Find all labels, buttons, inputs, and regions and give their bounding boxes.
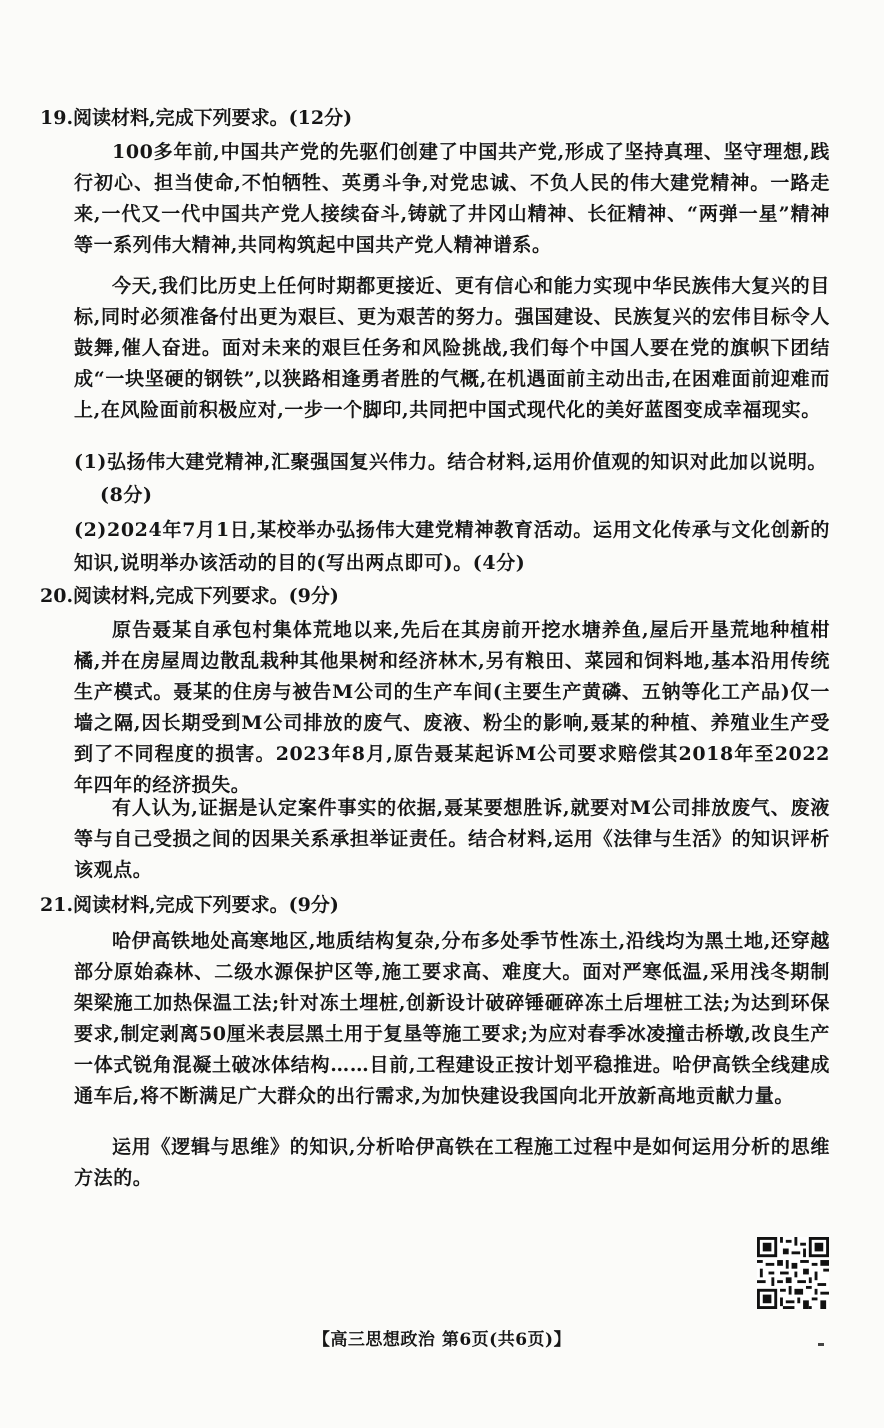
question-19-title: 19.阅读材料,完成下列要求。(12分): [40, 107, 353, 129]
question-21-material-1: 哈伊高铁地处高寒地区,地质结构复杂,分布多处季节性冻土,沿线均为黑土地,还穿越部分原始森林、二级水源保护区等,施工要求高、难度大。面对严寒低温,采用浅冬期制架梁施工加热保温工法;针对冻土埋桩,创新设计破碎锤砸碎冻土后埋桩工法;为达到环保要求,制定剥离50厘米表层黑土用于复垦等施工要求;为应对春季冰凌撞击桥墩,改良生产一体式锐角混凝土破冰体结构……目前,工程建设正按计划平稳推进。哈伊高铁全线建成通车后,将不断满足广大群众的出行需求,为加快建设我国向北开放新高地贡献力量。: [74, 930, 830, 1107]
question-19-sub-1: [74, 446, 830, 512]
question-19-sub-1-text: (1)弘扬伟大建党精神,汇聚强国复兴伟力。结合材料,运用价值观的知识对此加以说明。: [74, 451, 828, 473]
question-21-title: 21.阅读材料,完成下列要求。(9分): [40, 894, 339, 916]
question-19-material-1: 100多年前,中国共产党的先驱们创建了中国共产党,形成了坚持真理、坚守理想,践行初心、担当使命,不怕牺牲、英勇斗争,对党忠诚、不负人民的伟大建党精神。一路走来,一代又一代中国共产党人接续奋斗,铸就了井冈山精神、长征精神、“两弹一星”精神等一系列伟大精神,共同构筑起中国共产党人精神谱系。: [74, 141, 830, 256]
question-20-material-2: 有人认为,证据是认定案件事实的依据,聂某要想胜诉,就要对M公司排放废气、废液等与自己受损之间的因果关系承担举证责任。结合材料,运用《法律与生活》的知识评析该观点。: [74, 797, 830, 881]
question-19-sub-2: (2)2024年7月1日,某校举办弘扬伟大建党精神教育活动。运用文化传承与文化创新的知识,说明举办该活动的目的(写出两点即可)。(4分): [74, 519, 830, 574]
question-21-material-2: 运用《逻辑与思维》的知识,分析哈伊高铁在工程施工过程中是如何运用分析的思维方法的。: [74, 1136, 830, 1189]
page-footer: 【高三思想政治 第6页(共6页)】: [312, 1330, 572, 1350]
question-19-sub-1-score: (8分): [100, 484, 153, 506]
question-20-title: 20.阅读材料,完成下列要求。(9分): [40, 585, 339, 607]
question-20-material-1: 原告聂某自承包村集体荒地以来,先后在其房前开挖水塘养鱼,屋后开垦荒地种植柑橘,并在房屋周边散乱栽种其他果树和经济林木,另有粮田、菜园和饲料地,基本沿用传统生产模式。聂某的住房与被告M公司的生产车间(主要生产黄磷、五钠等化工产品)仅一墙之隔,因长期受到M公司排放的废气、废液、粉尘的影响,聂某的种植、养殖业生产受到了不同程度的损害。2023年8月,原告聂某起诉M公司要求赔偿其2018年至2022年四年的经济损失。: [74, 619, 830, 796]
scan-mark: [818, 1343, 824, 1346]
question-19-material-2: 今天,我们比历史上任何时期都更接近、更有信心和能力实现中华民族伟大复兴的目标,同时必须准备付出更为艰巨、更为艰苦的努力。强国建设、民族复兴的宏伟目标令人鼓舞,催人奋进。面对未来的艰巨任务和风险挑战,我们每个中国人要在党的旗帜下团结成“一块坚硬的钢铁”,以狭路相逢勇者胜的气概,在机遇面前主动出击,在困难面前迎难而上,在风险面前积极应对,一步一个脚印,共同把中国式现代化的美好蓝图变成幸福现实。: [74, 275, 830, 421]
qr-code-icon: [757, 1237, 829, 1309]
